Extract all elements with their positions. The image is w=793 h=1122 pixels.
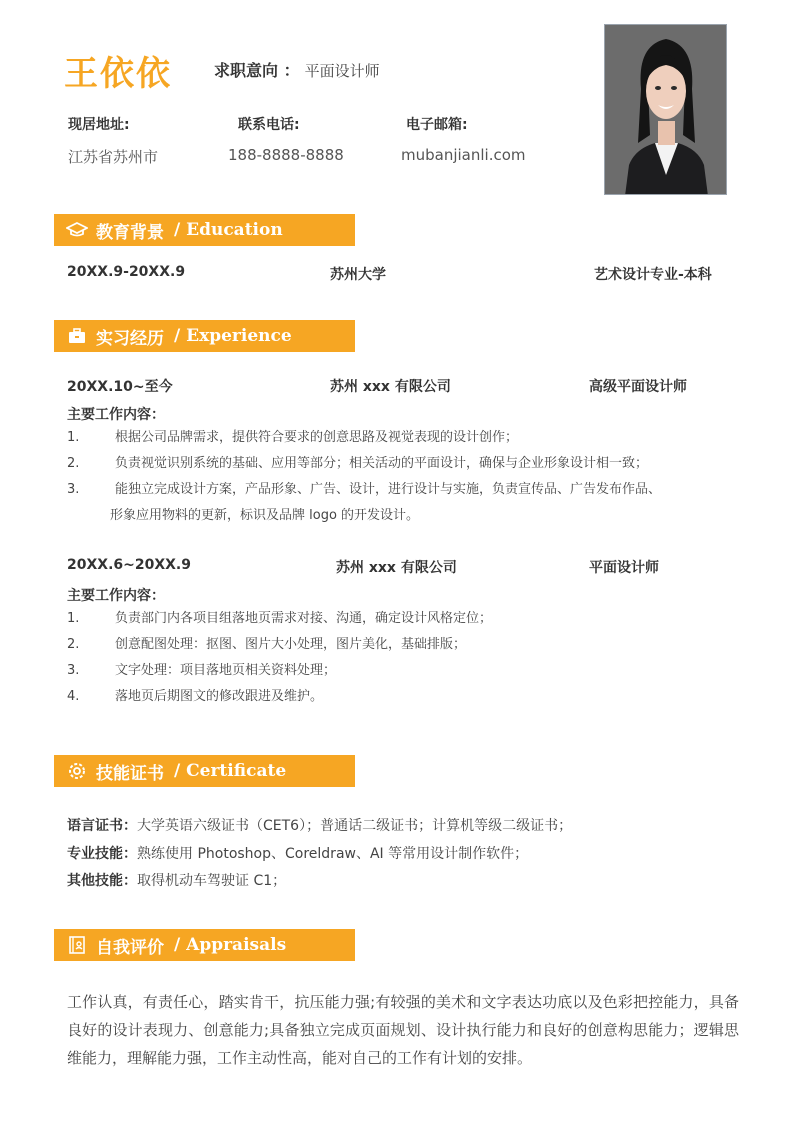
job2-position: 平面设计师: [589, 560, 659, 576]
job1-duty-3: 3. 能独立完成设计方案，产品形象、广告、设计，进行设计与实施，负责宣传品、广告发布作品、 形象应用物料的更新，标识及品牌 logo 的开发设计。: [67, 482, 662, 523]
job-intent-label: 求职意向 ：: [214, 61, 300, 80]
section-appraisals-title: 自我评价: [96, 937, 164, 958]
contact-phone: [228, 114, 344, 164]
section-certificate-title: 技能证书: [96, 763, 164, 784]
briefcase-icon: [66, 325, 88, 347]
education-major: 艺术设计专业-本科: [594, 267, 712, 283]
contact-address-label: 现居地址:: [68, 117, 130, 133]
job2-duty-2: 2. 创意配图处理：抠图、图片大小处理，图片美化，基础排版；: [67, 637, 467, 652]
profile-photo: [604, 24, 727, 195]
section-experience-header: [54, 320, 355, 352]
job1-duty-2: 2. 负责视觉识别系统的基础、应用等部分；相关活动的平面设计，确保与企业形象设计相一致；: [67, 456, 649, 471]
job2-duty-1: 1. 负责部门内各项目组落地页需求对接、沟通，确定设计风格定位；: [67, 611, 493, 626]
contact-phone-value: 188-8888-8888: [228, 146, 344, 164]
job1-company: 苏州 xxx 有限公司: [330, 379, 451, 395]
skill-other: 其他技能：取得机动车驾驶证 C1；: [67, 873, 287, 889]
job2-duties-label: 主要工作内容：: [67, 588, 165, 604]
gear-icon: [66, 760, 88, 782]
candidate-name: 王依依: [64, 54, 172, 94]
section-certificate-header: [54, 755, 355, 787]
contact-address: [68, 114, 158, 167]
contact-address-value: 江苏省苏州市: [68, 148, 159, 166]
education-school: 苏州大学: [330, 267, 386, 283]
contact-email: [401, 114, 526, 164]
section-appraisals-header: [54, 929, 355, 961]
job-intent: [214, 58, 380, 81]
job2-duty-4: 4. 落地页后期图文的修改跟进及维护。: [67, 689, 324, 704]
self-appraisal-text: 工作认真，有责任心，踏实肯干，抗压能力强;有较强的美术和文字表达功底以及色彩把控能力，具备良好的设计表现力、创意能力;具备独立完成页面规划、设计执行能力和良好的创意构思能力；逻辑思维能力，理解能力强，工作主动性高，能对自己的工作有计划的安排。: [67, 993, 739, 1067]
section-certificate-subtitle: / Certificate: [174, 761, 287, 781]
section-education-header: [54, 214, 355, 246]
skill-language: 语言证书：大学英语六级证书（CET6）；普通话二级证书；计算机等级二级证书；: [67, 818, 573, 834]
job1-position: 高级平面设计师: [589, 379, 687, 395]
job1-period: 20XX.10~至今: [67, 379, 173, 395]
contact-phone-label: 联系电话:: [238, 117, 300, 133]
job-intent-value: 平面设计师: [304, 62, 380, 80]
job2-company: 苏州 xxx 有限公司: [336, 560, 457, 576]
graduation-cap-icon: [66, 219, 88, 241]
notebook-icon: [66, 934, 88, 956]
section-experience-title: 实习经历: [96, 328, 164, 349]
section-appraisals-subtitle: / Appraisals: [174, 935, 287, 955]
section-experience-subtitle: / Experience: [174, 326, 292, 346]
education-period: 20XX.9-20XX.9: [67, 264, 186, 280]
contact-email-label: 电子邮箱:: [406, 117, 468, 133]
job1-duty-1: 1. 根据公司品牌需求，提供符合要求的创意思路及视觉表现的设计创作；: [67, 430, 519, 445]
job2-period: 20XX.6~20XX.9: [67, 557, 191, 573]
job1-duties-label: 主要工作内容：: [67, 407, 165, 423]
skill-professional: 专业技能：熟练使用 Photoshop、Coreldraw、AI 等常用设计制作软件；: [67, 846, 529, 862]
section-education-subtitle: / Education: [174, 220, 283, 240]
section-education-title: 教育背景: [96, 222, 164, 243]
contact-email-value: mubanjianli.com: [401, 146, 526, 164]
job2-duty-3: 3. 文字处理：项目落地页相关资料处理；: [67, 663, 337, 678]
